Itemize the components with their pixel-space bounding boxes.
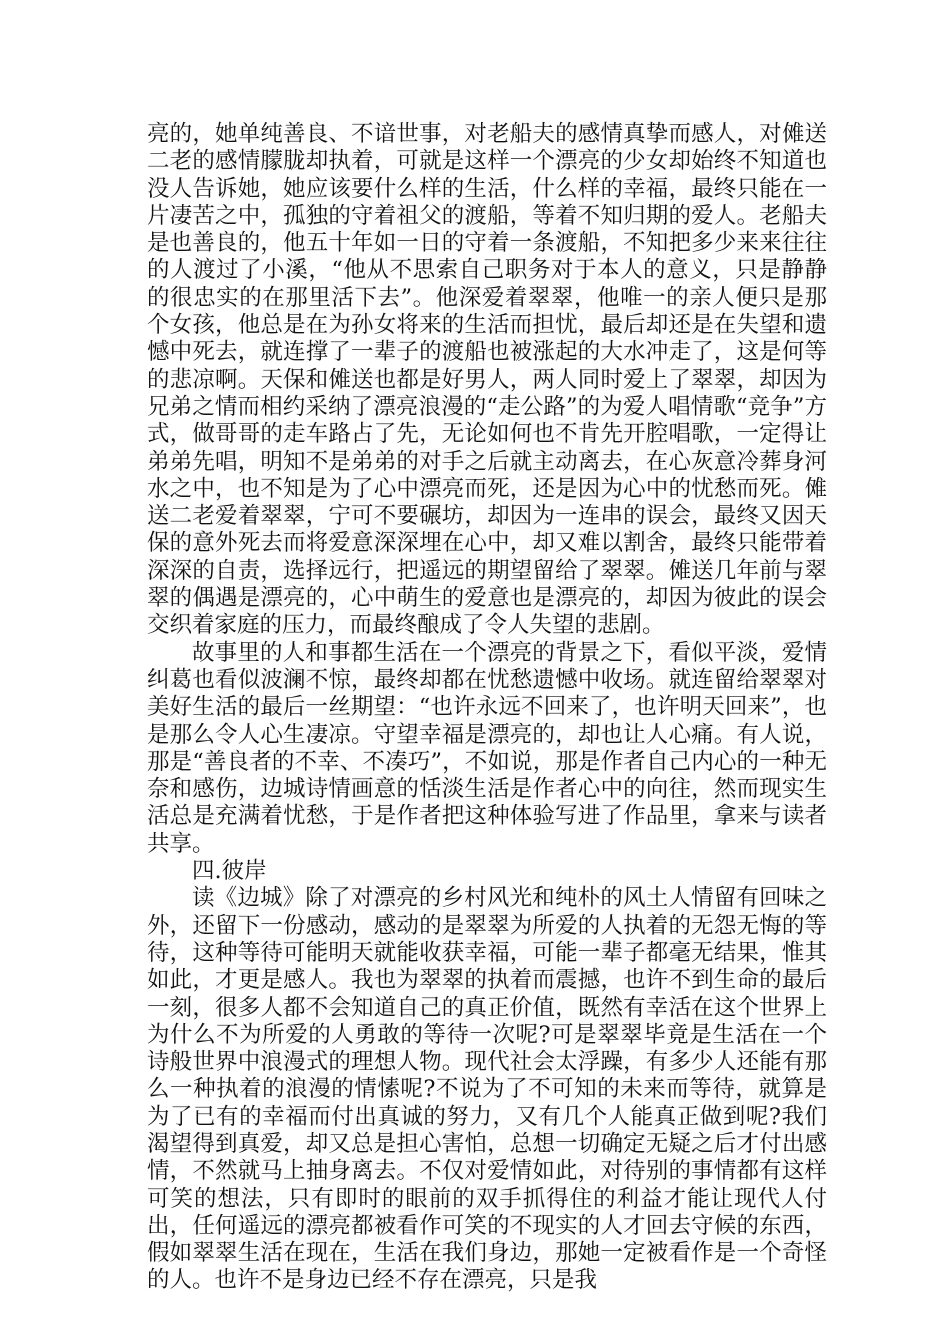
- section-heading: 四.彼岸: [192, 858, 267, 885]
- document-page: [147, 121, 827, 1295]
- paragraph-other-shore: 读《边城》除了对漂亮的乡村风光和纯朴的风土人情留有回味之外，还留下一份感动，感动的是翠翠为所爱的人执着的无怨无悔的等待，这种等待可能明天就能收获幸福，可能一辈子都毫无结果，惟其如此，才更是感人。我也为翠翠的执着而震撼，也许不到生命的最后一刻，很多人都不会知道自己的真正价值，既然有幸活在这个世界上为什么不为所爱的人勇敢的等待一次呢?可是翠翠毕竟是生活在一个诗般世界中浪漫式的理想人物。现代社会太浮躁，有多少人还能有那么一种执着的浪漫的情愫呢?不说为了不可知的未来而等待，就算是为了已有的幸福而付出真诚的努力，又有几个人能真正做到呢?我们渴望得到真爱，却又总是担心害怕，总想一切确定无疑之后才付出感情，不然就马上抽身离去。不仅对爱情如此，对待别的事情都有这样可笑的想法，只有即时的眼前的双手抓得住的利益才能让现代人付出，任何遥远的漂亮都被看作可笑的不现实的人才回去守候的东西，假如翠翠生活在现在，生活在我们身边，那她一定被看作是一个奇怪的人。也许不是身边已经不存在漂亮，只是我: [147, 885, 827, 1294]
- paragraph-story-background: 故事里的人和事都生活在一个漂亮的背景之下，看似平淡，爱情纠葛也看似波澜不惊，最终却都在忧愁遗憾中收场。就连留给翠翠对美好生活的最后一丝期望：“也许永远不回来了，也许明天回来”，也是那么令人心生凄凉。守望幸福是漂亮的，却也让人心痛。有人说，那是“善良者的不幸、不凑巧”，不如说，那是作者自己内心的一种无奈和感伤，边城诗情画意的恬淡生活是作者心中的向往，然而现实生活总是充满着忧愁，于是作者把这种体验写进了作品里，拿来与读者共享。: [147, 639, 827, 857]
- paragraph-continuation: 亮的，她单纯善良、不谙世事，对老船夫的感情真挚而感人，对傩送二老的感情朦胧却执着，可就是这样一个漂亮的少女却始终不知道也没人告诉她，她应该要什么样的生活，什么样的幸福，最终只能在一片凄苦之中，孤独的守着祖父的渡船，等着不知归期的爱人。老船夫是也善良的，他五十年如一日的守着一条渡船，不知把多少来来往往的人渡过了小溪，“他从不思索自己职务对于本人的意义，只是静静的很忠实的在那里活下去”。他深爱着翠翠，他唯一的亲人便只是那个女孩，他总是在为孙女将来的生活而担忧，最后却还是在失望和遗憾中死去，就连撑了一辈子的渡船也被涨起的大水冲走了，这是何等的悲凉啊。天保和傩送也都是好男人，两人同时爱上了翠翠，却因为兄弟之情而相约采纳了漂亮浪漫的“走公路”的为爱人唱情歌“竞争”方式，做哥哥的走车路占了先，无论如何也不肯先开腔唱歌，一定得让弟弟先唱，明知不是弟弟的对手之后就主动离去，在心灰意冷葬身河水之中，也不知是为了心中漂亮而死，还是因为心中的忧愁而死。傩送二老爱着翠翠，宁可不要碾坊，却因为一连串的误会，最终又因天保的意外死去而将爱意深深埋在心中，却又难以割舍，最终只能带着深深的自责，选择远行，把遥远的期望留给了翠翠。傩送几年前与翠翠的偶遇是漂亮的，心中萌生的爱意也是漂亮的，却因为彼此的误会交织着家庭的压力，而最终酿成了令人失望的悲剧。: [147, 121, 827, 639]
